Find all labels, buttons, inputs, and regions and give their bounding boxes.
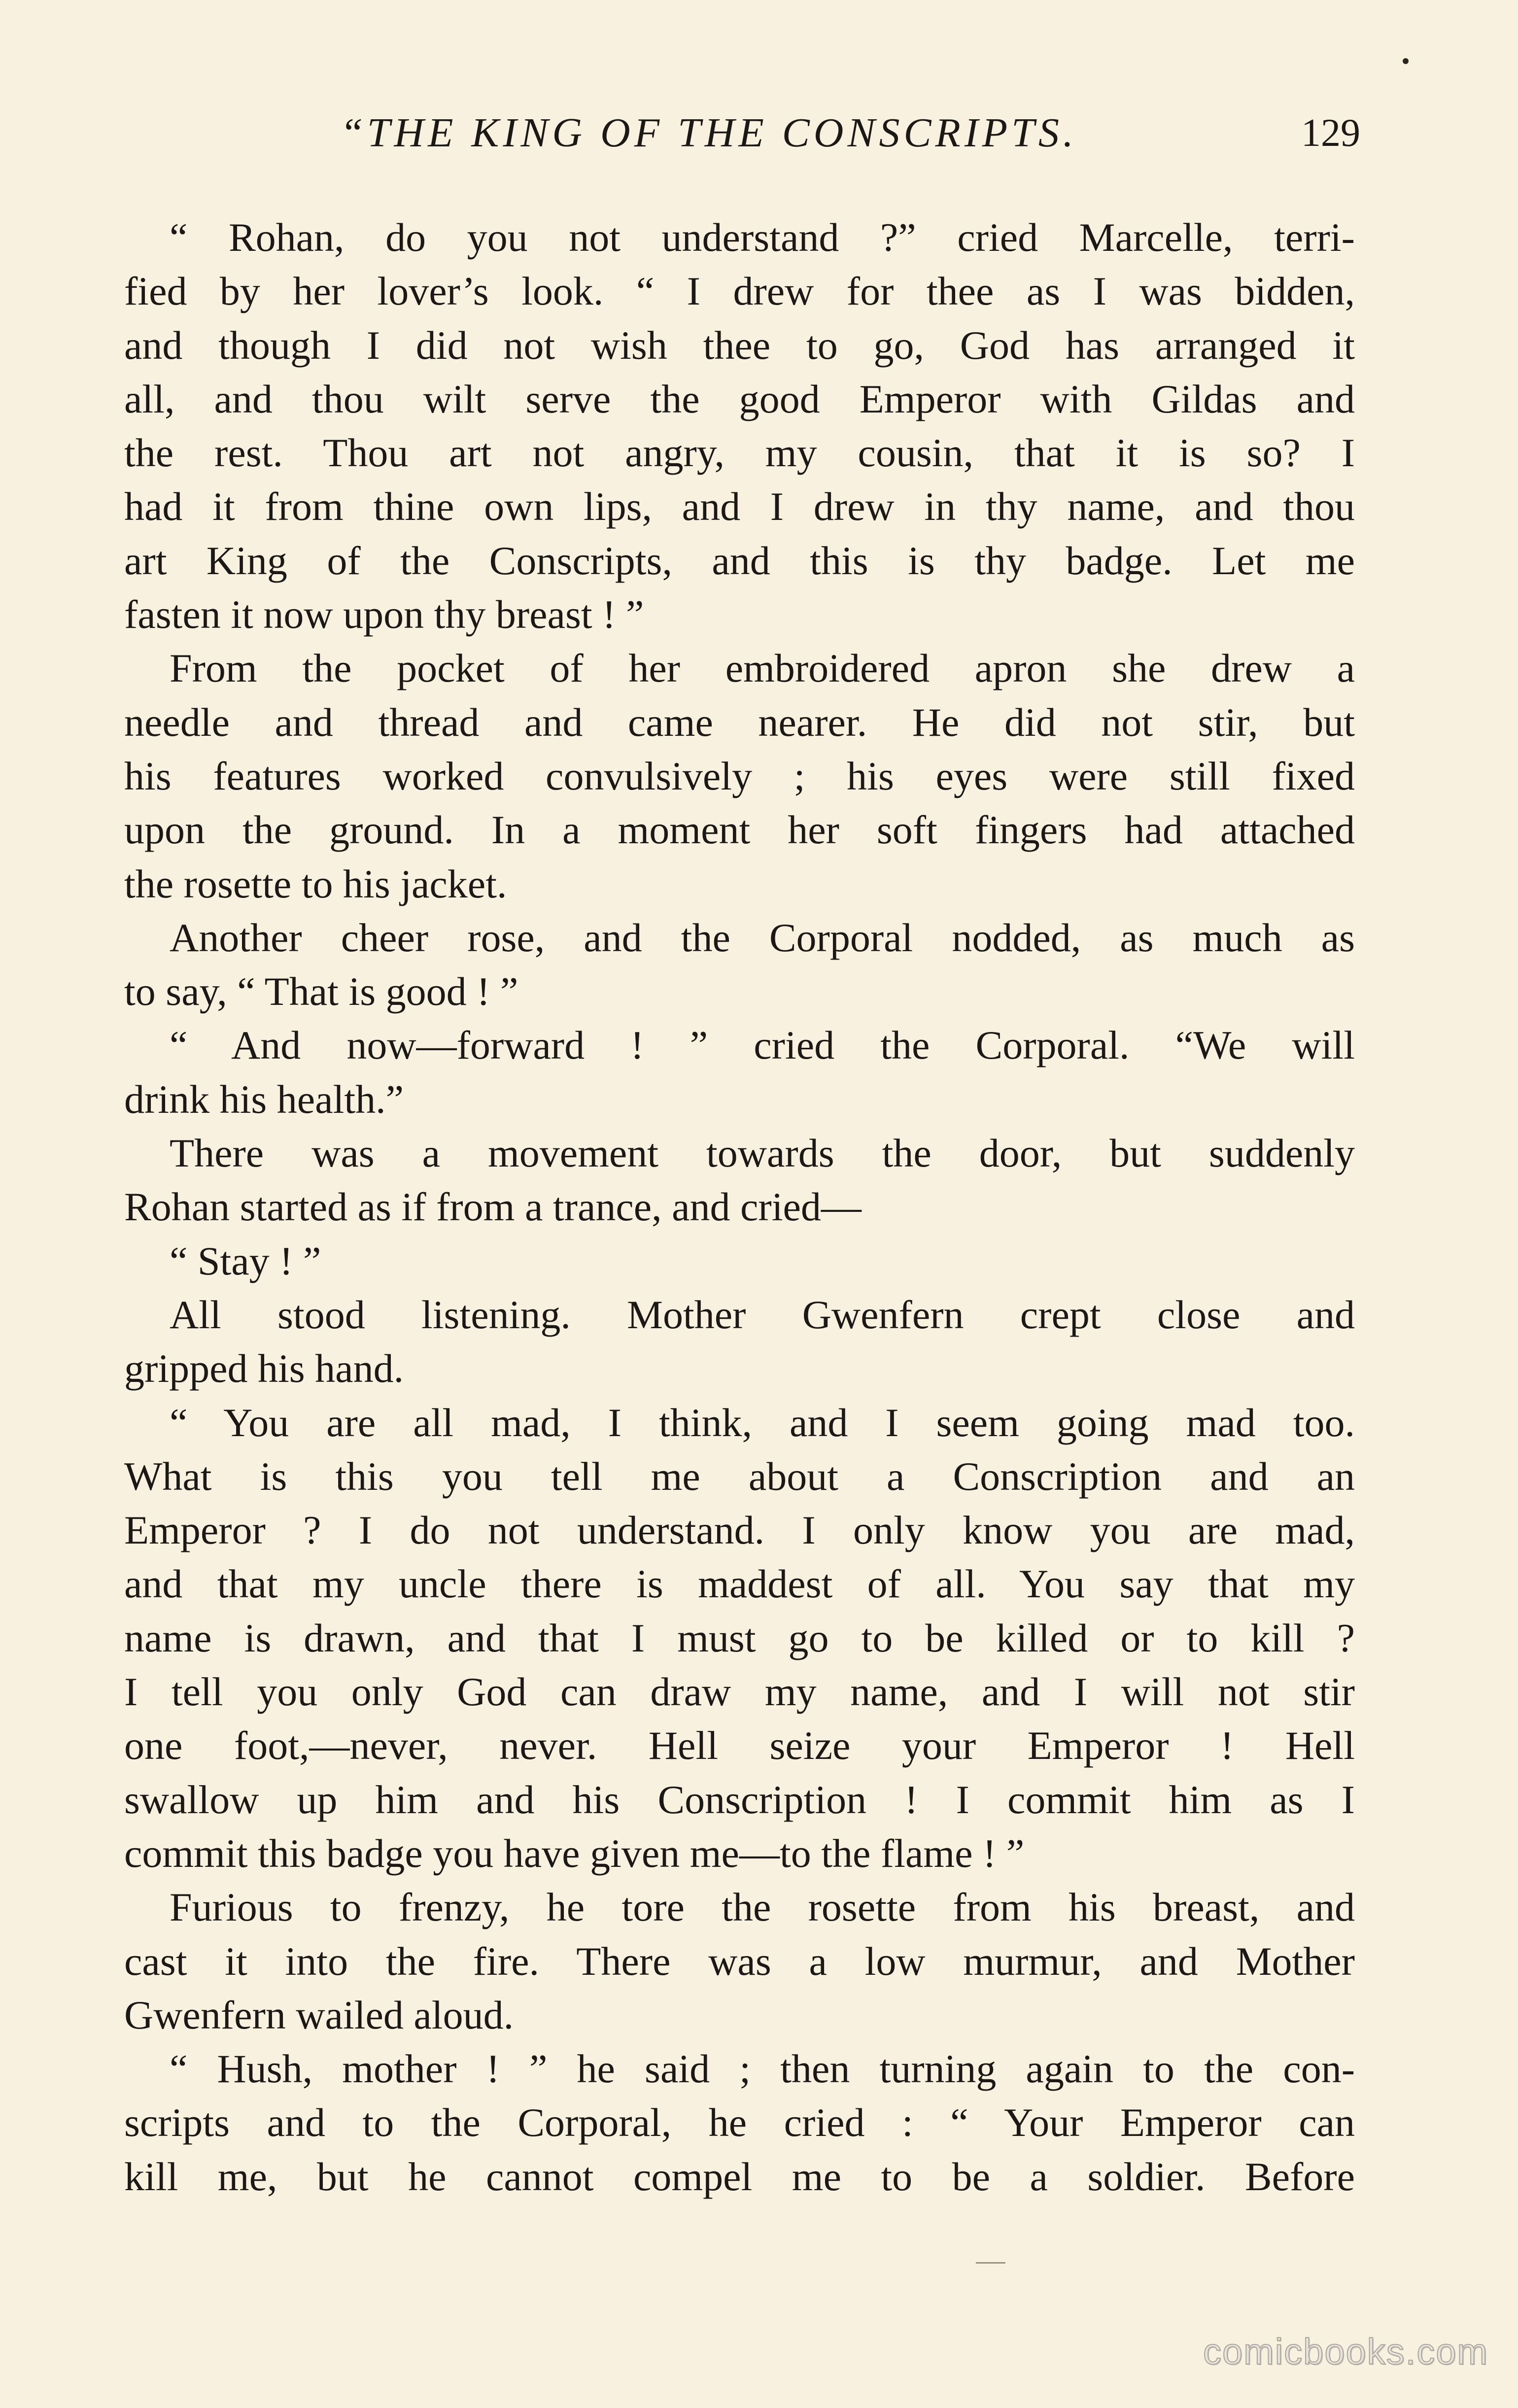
text-line: Rohan started as if from a trance, and cried— (124, 1184, 862, 1230)
text-line: scripts and to the Corporal, he cried : “ Your Emperor can (124, 2100, 1355, 2145)
text-line: one foot,—never, never. Hell seize your Emperor ! Hell (124, 1723, 1355, 1768)
text-line: I tell you only God can draw my name, and I will not stir (124, 1669, 1355, 1715)
text-line: fied by her lover’s look. “ I drew for thee as I was bidden, (124, 269, 1355, 314)
text-line: needle and thread and came nearer. He did not stir, but (124, 699, 1355, 745)
text-line: name is drawn, and that I must go to be killed or to kill ? (124, 1615, 1355, 1660)
text-line: What is this you tell me about a Conscription and an (124, 1453, 1355, 1499)
page-number: 129 (1301, 111, 1360, 155)
text-line: “ Stay ! ” (170, 1238, 321, 1283)
ink-speck (976, 2262, 1005, 2264)
text-line: Gwenfern wailed aloud. (124, 1992, 514, 2037)
text-line: the rest. Thou art not angry, my cousin, that it is so? I (124, 430, 1355, 476)
text-line: to say, “ That is good ! ” (124, 969, 518, 1014)
text-line: fasten it now upon thy breast ! ” (124, 592, 644, 637)
body-text (124, 210, 1355, 2203)
text-line: “ Rohan, do you not understand ?” cried Marcelle, terri- (170, 215, 1355, 260)
text-line: “ Hush, mother ! ” he said ; then turning again to the con- (170, 2046, 1355, 2092)
text-line: upon the ground. In a moment her soft fingers had attached (124, 807, 1355, 853)
text-line: Another cheer rose, and the Corporal nodded, as much as (170, 915, 1355, 960)
text-line: all, and thou wilt serve the good Emperor with Gildas and (124, 376, 1355, 421)
text-line: Emperor ? I do not understand. I only know you are mad, (124, 1508, 1355, 1553)
text-line: swallow up him and his Conscription ! I commit him as I (124, 1777, 1355, 1822)
text-line: had it from thine own lips, and I drew in thy name, and thou (124, 484, 1355, 529)
text-line: From the pocket of her embroidered apron she drew a (170, 646, 1355, 691)
text-line: and though I did not wish thee to go, God has arranged it (124, 322, 1355, 368)
text-line: All stood listening. Mother Gwenfern crept close and (170, 1292, 1355, 1337)
text-line: “ And now—forward ! ” cried the Corporal. “We will (170, 1023, 1355, 1068)
text-line: art King of the Conscripts, and this is thy badge. Let me (124, 538, 1355, 583)
text-line: kill me, but he cannot compel me to be a soldier. Before (124, 2154, 1355, 2199)
text-line: “ You are all mad, I think, and I seem going mad too. (170, 1400, 1355, 1445)
text-line: gripped his hand. (124, 1346, 404, 1391)
text-line: the rosette to his jacket. (124, 861, 507, 906)
running-title: “THE KING OF THE CONSCRIPTS. (340, 110, 1077, 156)
text-line: his features worked convulsively ; his eyes were still fixed (124, 753, 1355, 798)
text-line: and that my uncle there is maddest of all. You say that my (124, 1561, 1355, 1607)
text-line: cast it into the fire. There was a low murmur, and Mother (124, 1938, 1355, 1984)
text-line: commit this badge you have given me—to the flame ! ” (124, 1830, 1025, 1876)
site-watermark: comicbooks.com (1203, 2331, 1488, 2372)
text-line: There was a movement towards the door, but suddenly (170, 1131, 1355, 1176)
running-head (128, 106, 1360, 160)
text-line: drink his health.” (124, 1076, 404, 1122)
text-line: Furious to frenzy, he tore the rosette from his breast, and (170, 1885, 1355, 1930)
ink-speck (1403, 58, 1409, 64)
